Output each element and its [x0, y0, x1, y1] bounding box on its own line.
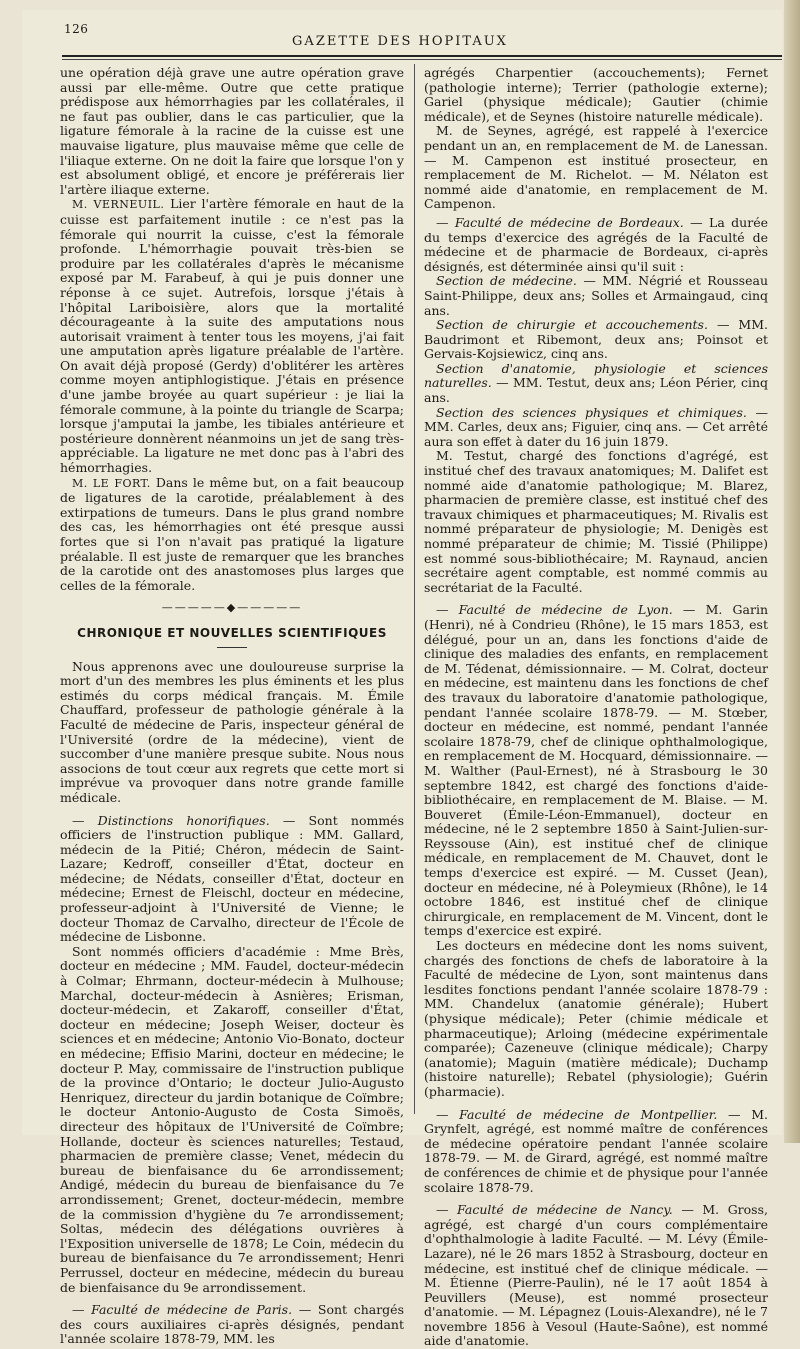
- paragraph: [60, 1303, 404, 1347]
- item-lead: — Faculté de médecine de Paris.: [72, 1302, 293, 1318]
- section-ornament: —————◆—————: [161, 601, 303, 615]
- paragraph-text: — MM. Baudrimont et Ribemont, deux ans; Poinsot et Gervais-Kojsiewicz, cinq ans.: [424, 317, 768, 362]
- header-rule-thin: [62, 59, 782, 60]
- column-divider: [414, 64, 415, 1114]
- paragraph: [424, 318, 768, 362]
- item-lead: — Faculté de médecine de Bordeaux.: [436, 214, 684, 230]
- paragraph: M. de Seynes, agrégé, est rappelé à l'exercice pendant un an, en remplacement de M. de Lanessan. — M. Campenon est institué prosecteur, en remplacement de M. Richelot. — M. Nélaton est nommé aide d'anatomie, en remplacement de M. Campenon.: [424, 123, 768, 212]
- running-title: GAZETTE DES HOPITAUX: [292, 34, 508, 49]
- item-lead: — Faculté de médecine de Nancy.: [436, 1202, 673, 1218]
- item-lead: Section de médecine.: [436, 273, 577, 289]
- paragraph-text: — La durée du temps d'exercice des agrégés de la Faculté de médecine et de pharmacie de Bordeaux, ci-après désignés, est déterminée ainsi qu'il suit :: [424, 214, 769, 274]
- page-number: 126: [64, 22, 89, 36]
- paragraph: Nous apprenons avec une douloureuse surprise la mort d'un des membres les plus éminents et les plus estimés du corps médical français. M. Émile Chauffard, professeur de pathologie générale à la Faculté de médecine de Paris, inspecteur général de l'Université (ordre de la médecine), vient de succomber d'une manière presque subite. Nous nous associons de tout cœur aux regrets que cette mort si imprévue va provoquer dans notre grande famille médicale.: [60, 658, 404, 805]
- paragraph-text: Lier l'artère fémorale en haut de la cuisse est parfaitement inutile : ce n'est pas la fémorale qui nourrit la cuisse, c'est la fémorale profonde. L'hémorrhagie pouvait très-bien se produire par les collatérales d'après le mécanisme exposé par M. Farabeuf, à qui je puis donner une réponse à ce sujet. Autrefois, lorsque j'étais à l'hôpital Lariboisière, alors que la mortalité décourageante à la suite des amputations nous autorisait vraiment à tenter tous les moyens, j'ai fait une amputation après ligature préalable de l'artère. On avait déjà proposé (Gerdy) d'oblitérer les artères comme moyen antiphlogistique. J'étais en présence d'une jambe broyée au quart supérieur : je liai la fémorale commune, à la pointe du triangle de Scarpa; lorsque j'amputai la jambe, les tibiales antérieure et postérieure donnèrent néanmoins un jet de sang très-appréciable. La ligature ne met donc pas à l'abri des hémorrhagies.: [60, 196, 404, 476]
- item-lead: — Faculté de médecine de Montpellier.: [436, 1106, 718, 1122]
- paragraph-text: — M. Grynfelt, agrégé, est nommé maître de conférences de médecine opératoire pendant l'année scolaire 1878-79. — M. de Girard, agrégé, est nommé maître de conférences de chimie et de physique pour l'année scolaire 1878-79.: [424, 1106, 768, 1195]
- speaker-name: M. VERNEUIL.: [72, 198, 165, 212]
- paragraph: une opération déjà grave une autre opération grave aussi par elle-même. Outre que cette pratique prédispose aux hémorrhagies par les collatérales, il ne faut pas oublier, dans le cas particulier, que la ligature fémorale à la racine de la cuisse est une mauvaise ligature, plus mauvaise même que celle de l'iliaque externe. On ne doit la faire que lorsque l'on y est absolument obligé, et encore je préférerais lier l'artère iliaque externe.: [60, 65, 404, 197]
- page-edge: [784, 0, 800, 1143]
- paragraph: [424, 1203, 768, 1349]
- paragraph: Sont nommés officiers d'académie : Mme Brès, docteur en médecine ; MM. Faudel, docteur-médecin à Colmar; Ehrmann, docteur-médecin à Mulhouse; Marchal, docteur-médecin à Asnières; Erisman, docteur-médecin, et Zakaroff, conseiller d'État, docteur en médecine; Joseph Weiser, docteur ès sciences et en médecine; Antonio Vio-Bonato, docteur en médecine; Effisio Marini, docteur en médecine; le docteur P. May, commissaire de l'instruction publique de la province d'Ontario; le docteur Julio-Augusto Henriquez, directeur du jardin botanique de Coïmbre; le docteur Antonio-Augusto de Costa Simoës, directeur des hôpitaux de l'Université de Coïmbre; Hollande, docteur ès sciences naturelles; Testaud, pharmacien de première classe; Venet, médecin du bureau de bienfaisance du 6e arrondissement; Andigé, médecin du bureau de bienfaisance du 7e arrondissement; Grenet, docteur-médecin, membre de la commission d'hygiène du 7e arrondissement; Soltas, médecin des délégations ouvrières à l'Exposition universelle de 1878; Le Coin, médecin du bureau de bienfaisance du 7e arrondissement; Henri Perrussel, docteur en médecine, médecin du bureau de bienfaisance du 9e arrondissement.: [60, 943, 404, 1295]
- paragraph-text: — MM. Négrié et Rousseau Saint-Philippe, deux ans; Solles et Armaingaud, cinq ans.: [424, 273, 768, 318]
- paragraph: [424, 216, 768, 274]
- short-rule: [217, 647, 247, 648]
- paragraph-text: — Sont chargés des cours auxiliaires ci-après désignés, pendant l'année scolaire 1878-79, MM. les: [60, 1302, 404, 1347]
- paragraph: [424, 274, 768, 318]
- paragraph: [424, 406, 768, 450]
- left-column: [60, 66, 404, 1347]
- item-lead: Section des sciences physiques et chimiques.: [436, 404, 747, 420]
- speaker-name: M. LE FORT.: [72, 476, 151, 490]
- paragraph: [424, 603, 768, 939]
- right-column: [424, 66, 768, 1349]
- paragraph: [60, 814, 404, 945]
- paragraph: [424, 1108, 768, 1196]
- item-lead: Section d'anatomie, physiologie et sciences naturelles.: [424, 360, 768, 391]
- paragraph: M. Testut, chargé des fonctions d'agrégé, est institué chef des travaux anatomiques; M. Dalifet est nommé aide d'anatomie pathologique; M. Blarez, pharmacien de première classe, est institué chef des travaux chimiques et pharmaceutiques; M. Rivalis est nommé préparateur de physiologie; M. Denigès est nommé préparateur de chimie; M. Tissié (Philippe) est nommé sous-bibliothécaire; M. Raynaud, ancien secrétaire agent comptable, est nommé commis au secrétariat de la Faculté.: [424, 448, 768, 595]
- paragraph-text: — MM. Testut, deux ans; Léon Périer, cinq ans.: [424, 375, 768, 406]
- paragraph: [60, 197, 404, 475]
- item-lead: — Faculté de médecine de Lyon.: [436, 602, 673, 618]
- section-heading: CHRONIQUE ET NOUVELLES SCIENTIFIQUES: [77, 625, 387, 640]
- paragraph: [424, 362, 768, 406]
- paragraph-text: — M. Gross, agrégé, est chargé d'un cours complémentaire d'ophthalmologie à ladite Faculté. — M. Lévy (Émile-Lazare), né le 26 mars 1852 à Strasbourg, docteur en médecine, est institué chef de clinique médicale. — M. Étienne (Pierre-Paulin), né le 17 août 1854 à Peuvillers (Meuse), est nommé prosecteur d'anatomie. — M. Lépagnez (Louis-Alexandre), né le 7 novembre 1856 à Vesoul (Haute-Saône), est nommé aide d'anatomie.: [424, 1202, 768, 1349]
- paragraph-text: Dans le même but, on a fait beaucoup de ligatures de la carotide, préalablement à des extirpations de tumeurs. Dans le plus grand nombre des cas, les hémorrhagies ont été presque aussi fortes que si l'on n'avait pas pratiqué la ligature préalable. Il est juste de remarquer que les branches de la carotide ont des anastomoses plus larges que celles de la fémorale.: [60, 474, 404, 593]
- paragraph: Les docteurs en médecine dont les noms suivent, chargés des fonctions de chefs de laboratoire à la Faculté de médecine de Lyon, sont maintenus dans lesdites fonctions pendant l'année scolaire 1878-79 : MM. Chandelux (anatomie générale); Hubert (physique médicale); Peter (chimie médicale et pharmaceutique); Arloing (médecine expérimentale comparée); Cazeneuve (clinique médicale); Charpy (anatomie); Maguin (matière médicale); Duchamp (histoire naturelle); Rebatel (physiologie); Guérin (pharmacie).: [424, 938, 768, 1099]
- header-rule: [62, 55, 782, 57]
- paragraph: agrégés Charpentier (accouchements); Fernet (pathologie interne); Terrier (pathologie externe); Gariel (physique médicale); Gautier (chimie médicale), et de Seynes (histoire naturelle médicale).: [424, 65, 768, 124]
- item-lead: — Distinctions honorifiques.: [72, 812, 270, 828]
- paragraph-text: — Sont nommés officiers de l'instruction publique : MM. Gallard, médecin de la Pitié; Chéron, médecin de Saint-Lazare; Kedroff, conseiller d'État, docteur en médecine; de Nédats, conseiller d'État, docteur en médecine; Ernest de Fleischl, docteur en médecine, professeur-adjoint à l'Université de Vienne; le docteur Thomaz de Carvalho, directeur de l'École de médecine de Lisbonne.: [60, 812, 404, 945]
- paragraph: [60, 476, 404, 594]
- paragraph-text: — MM. Carles, deux ans; Figuier, cinq ans. — Cet arrêté aura son effet à dater du 16 juin 1879.: [424, 404, 768, 449]
- item-lead: Section de chirurgie et accouchements.: [436, 317, 708, 333]
- paragraph-text: — M. Garin (Henri), né à Condrieu (Rhône), le 15 mars 1853, est délégué, pour un an, dans les fonctions d'aide de clinique des maladies des enfants, en remplacement de M. Tédenat, démissionnaire. — M. Colrat, docteur en médecine, est maintenu dans les fonctions de chef des travaux du laboratoire d'anatomie pathologique, pendant l'année scolaire 1878-79. — M. Stœber, docteur en médecine, est nommé, pendant l'année scolaire 1878-79, chef de clinique ophthalmologique, en remplacement de M. Hocquard, démissionnaire. — M. Walther (Paul-Ernest), né à Strasbourg le 30 septembre 1842, est chargé des fonctions d'aide-bibliothécaire, en remplacement de M. Blaise. — M. Bouveret (Émile-Léon-Emmanuel), docteur en médecine, né le 2 septembre 1850 à Saint-Julien-sur-Reyssouse (Ain), est institué chef de clinique médicale, en remplacement de M. Chauvet, dont le temps d'exercice est expiré. — M. Cusset (Jean), docteur en médecine, né à Poleymieux (Rhône), le 14 octobre 1846, est institué chef de clinique chirurgicale, en remplacement de M. Vincent, dont le temps d'exercice est expiré.: [424, 602, 768, 939]
